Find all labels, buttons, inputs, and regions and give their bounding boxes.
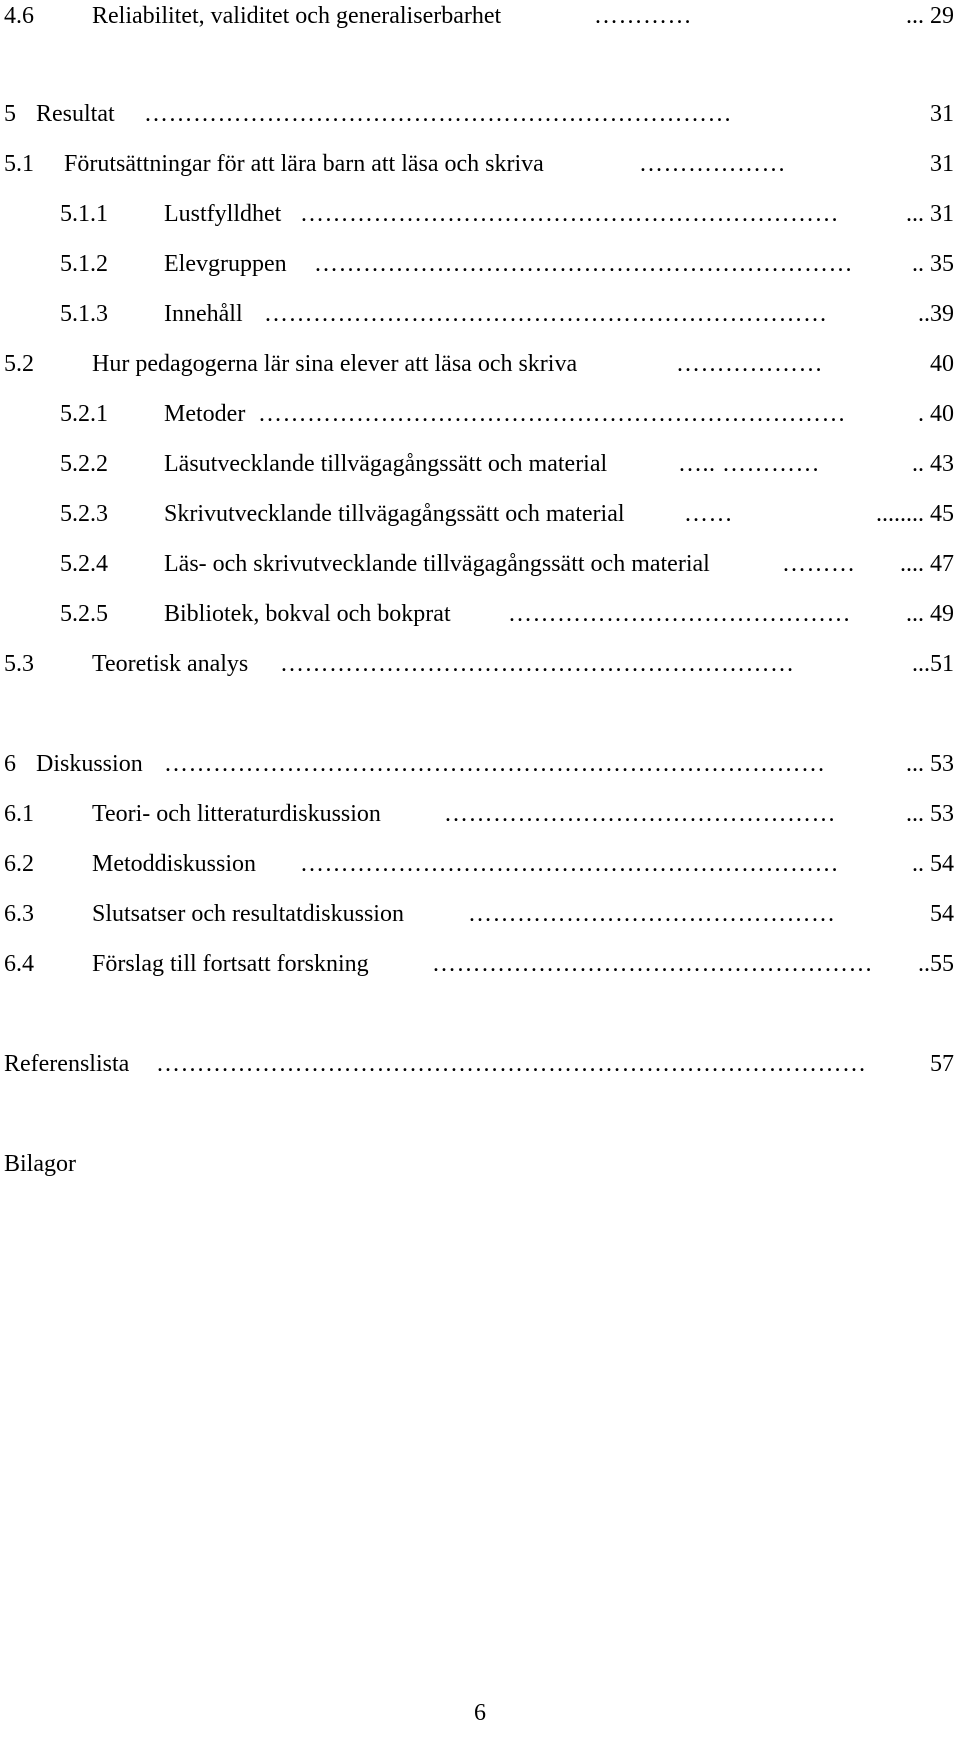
toc-entry-page: ... 31 — [906, 201, 954, 227]
toc-entry-title: Bibliotek, bokval och bokprat — [164, 601, 451, 627]
toc-entry-5-1-3[interactable] — [60, 294, 954, 334]
toc-entry-title: Läs- och skrivutvecklande tillvägagångssätt och material — [164, 551, 710, 577]
toc-leader-dots: ……………………………………………………………… — [258, 401, 846, 427]
toc-entry-number: 5.1 — [4, 151, 34, 177]
toc-entry-title: Referenslista — [4, 1051, 130, 1077]
toc-leader-dots: …… — [684, 501, 733, 527]
toc-entry-referenslista[interactable] — [4, 1044, 954, 1084]
toc-leader-dots: ……………… — [676, 351, 823, 377]
toc-entry-number: 5.2.2 — [60, 451, 108, 477]
toc-entry-6-1[interactable] — [4, 794, 954, 834]
toc-entry-title: Resultat — [36, 101, 115, 127]
toc-entry-title: Reliabilitet, validitet och generaliserbarhet — [92, 3, 502, 29]
toc-entry-title: Lustfylldhet — [164, 201, 282, 227]
toc-entry-title: Metoddiskussion — [92, 851, 257, 877]
toc-entry-number: 5 — [4, 101, 16, 127]
toc-entry-title: Förslag till fortsatt forskning — [92, 951, 369, 977]
toc-leader-dots: ……………………………………………………… — [280, 651, 795, 677]
toc-leader-dots: ……………………………………… — [468, 901, 836, 927]
toc-leader-dots: ….. ………… — [678, 451, 820, 477]
toc-entry-5-2[interactable] — [4, 344, 954, 384]
toc-entry-page: ... 53 — [906, 751, 954, 777]
toc-leader-dots: ………………………………………………………… — [300, 201, 839, 227]
toc-entry-5-1[interactable] — [4, 144, 954, 184]
toc-leader-dots: ……………………………………………………………… — [144, 101, 732, 127]
toc-entry-title: Teoretisk analys — [92, 651, 249, 677]
toc-entry-number: 5.2.5 — [60, 601, 108, 627]
toc-entry-page: .. 35 — [912, 251, 954, 277]
toc-entry-bilagor[interactable] — [4, 1144, 954, 1184]
toc-entry-6-3[interactable] — [4, 894, 954, 934]
toc-entry-page: 31 — [930, 151, 954, 177]
toc-entry-number: 6.3 — [4, 901, 34, 927]
toc-leader-dots: …………………………………………………………… — [264, 301, 828, 327]
toc-entry-title: Läsutvecklande tillvägagångssätt och material — [164, 451, 608, 477]
toc-leader-dots: …………………………………… — [508, 601, 851, 627]
toc-entry-page: ... 49 — [906, 601, 954, 627]
toc-entry-title: Slutsatser och resultatdiskussion — [92, 901, 404, 927]
toc-entry-title: Skrivutvecklande tillvägagångssätt och material — [164, 501, 625, 527]
toc-entry-page: 54 — [930, 901, 954, 927]
toc-entry-number: 5.2 — [4, 351, 34, 377]
toc-entry-page: 40 — [930, 351, 954, 377]
toc-leader-dots: ………… — [594, 3, 692, 29]
toc-leader-dots: ……………………………………………………………………… — [164, 751, 826, 777]
page-number: 6 — [474, 1700, 486, 1726]
toc-entry-6-2[interactable] — [4, 844, 954, 884]
toc-entry-page: .. 43 — [912, 451, 954, 477]
toc-entry-number: 5.2.4 — [60, 551, 108, 577]
toc-entry-page: ... 53 — [906, 801, 954, 827]
toc-entry-page: ..55 — [918, 951, 954, 977]
toc-entry-title: Elevgruppen — [164, 251, 287, 277]
toc-entry-title: Hur pedagogerna lär sina elever att läsa och skriva — [92, 351, 578, 377]
toc-entry-5[interactable] — [4, 94, 954, 134]
toc-entry-5-2-4[interactable] — [60, 544, 954, 584]
toc-entry-6[interactable] — [4, 744, 954, 784]
toc-entry-5-2-1[interactable] — [60, 394, 954, 434]
toc-entry-number: 5.3 — [4, 651, 34, 677]
toc-entry-title: Innehåll — [164, 301, 243, 327]
toc-entry-title: Förutsättningar för att lära barn att läsa och skriva — [64, 151, 544, 177]
toc-entry-page: . 40 — [918, 401, 954, 427]
toc-leader-dots: ………………………………………… — [444, 801, 836, 827]
toc-entry-number: 6.2 — [4, 851, 34, 877]
toc-entry-number: 5.1.1 — [60, 201, 108, 227]
toc-entry-5-3[interactable] — [4, 644, 954, 684]
toc-entry-4-6[interactable] — [4, 0, 954, 36]
toc-entry-page: ... 29 — [906, 3, 954, 29]
toc-entry-title: Diskussion — [36, 751, 143, 777]
toc-leader-dots: ………………………………………………………… — [314, 251, 853, 277]
toc-entry-number: 4.6 — [4, 3, 34, 29]
toc-entry-6-4[interactable] — [4, 944, 954, 984]
toc-entry-title: Bilagor — [4, 1151, 76, 1177]
toc-entry-number: 5.2.3 — [60, 501, 108, 527]
toc-leader-dots: ……………… — [639, 151, 786, 177]
toc-entry-page: 31 — [930, 101, 954, 127]
toc-leader-dots: ……………………………………………… — [432, 951, 873, 977]
toc-entry-number: 6.1 — [4, 801, 34, 827]
toc-leader-dots: ………………………………………………………… — [300, 851, 839, 877]
toc-entry-5-2-5[interactable] — [60, 594, 954, 634]
toc-entry-page: ...51 — [912, 651, 954, 677]
toc-entry-page: ........ 45 — [876, 501, 954, 527]
toc-entry-number: 6 — [4, 751, 16, 777]
toc-entry-number: 5.1.3 — [60, 301, 108, 327]
toc-entry-5-2-3[interactable] — [60, 494, 954, 534]
toc-leader-dots: ……… — [782, 551, 856, 577]
toc-entry-5-1-2[interactable] — [60, 244, 954, 284]
toc-entry-5-1-1[interactable] — [60, 194, 954, 234]
toc-entry-page: .... 47 — [900, 551, 954, 577]
toc-entry-number: 5.1.2 — [60, 251, 108, 277]
toc-entry-title: Teori- och litteraturdiskussion — [92, 801, 381, 827]
toc-entry-page: ..39 — [918, 301, 954, 327]
toc-entry-page: .. 54 — [912, 851, 954, 877]
toc-entry-page: 57 — [930, 1051, 954, 1077]
toc-entry-number: 6.4 — [4, 951, 34, 977]
toc-entry-number: 5.2.1 — [60, 401, 108, 427]
toc-entry-5-2-2[interactable] — [60, 444, 954, 484]
toc-leader-dots: …………………………………………………………………………… — [156, 1051, 867, 1077]
toc-entry-title: Metoder — [164, 401, 246, 427]
